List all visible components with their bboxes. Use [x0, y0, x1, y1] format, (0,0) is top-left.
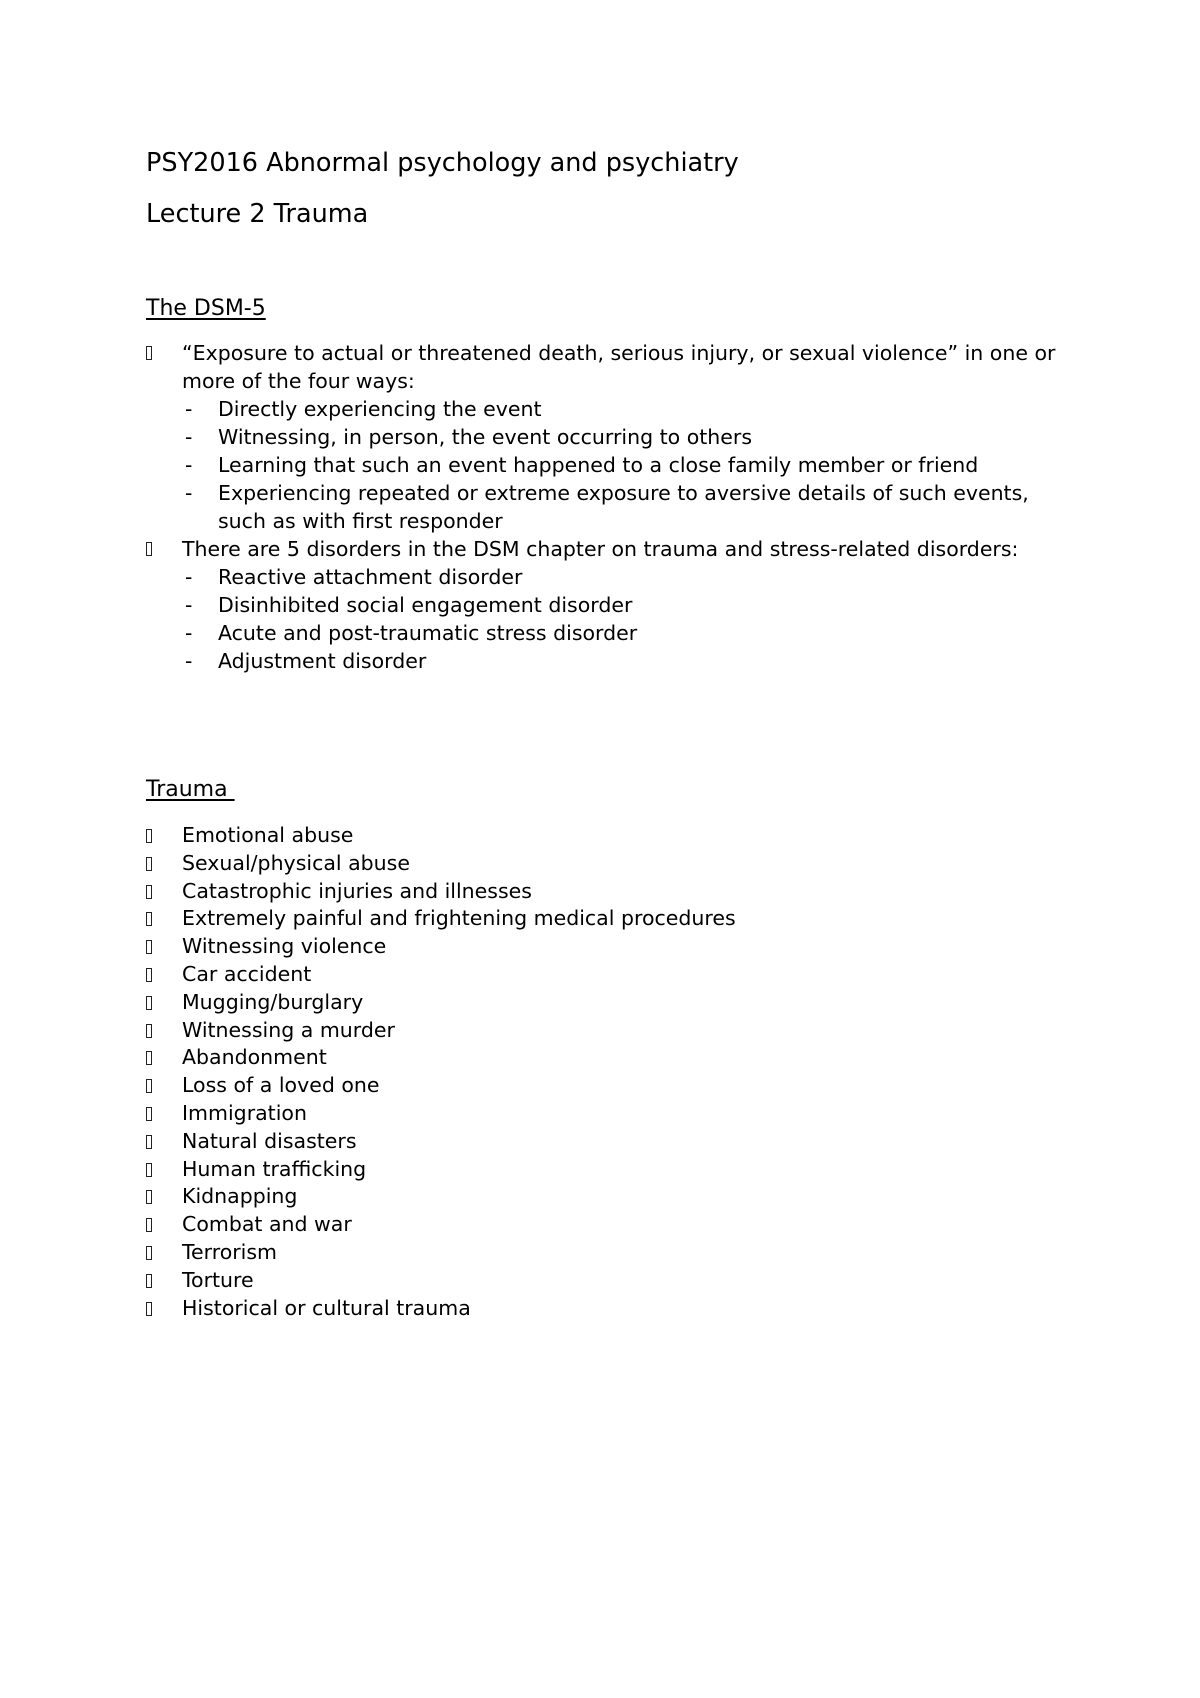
list-item: [146, 1128, 1076, 1156]
bullet-icon: [146, 1024, 152, 1038]
list-item-text: Torture: [182, 1267, 254, 1292]
document-subtitle: Lecture 2 Trauma: [146, 199, 369, 229]
list-item-text: Kidnapping: [182, 1184, 298, 1209]
dash-marker: -: [185, 397, 193, 421]
bullet-icon: [146, 940, 152, 954]
list-item: [146, 1044, 1076, 1072]
dash-marker: -: [185, 481, 193, 505]
bullet-icon: [146, 885, 152, 899]
sublist: [182, 563, 1076, 675]
list-item-text: Mugging/burglary: [182, 989, 364, 1014]
sublist-item-text: Acute and post-traumatic stress disorder: [218, 621, 638, 645]
list-item-text: Witnessing violence: [182, 934, 387, 959]
list-item-text: Extremely painful and frightening medical procedures: [182, 906, 736, 931]
bullet-icon: [146, 857, 152, 871]
list-item: [146, 878, 1076, 906]
bullet-icon: [146, 1051, 152, 1065]
list-item-text: Sexual/physical abuse: [182, 850, 410, 875]
list-item: [146, 535, 1076, 675]
list-item: [146, 905, 1076, 933]
list-item-text: Combat and war: [182, 1212, 352, 1237]
sublist-item: [146, 647, 1076, 675]
document-title: PSY2016 Abnormal psychology and psychiatry: [146, 148, 739, 178]
bullet-icon: [146, 829, 152, 843]
sublist-item: [146, 591, 1076, 619]
bullet-icon: [146, 1135, 152, 1149]
section-heading-dsm5: The DSM-5: [146, 296, 266, 321]
list-item: [146, 1211, 1076, 1239]
bullet-icon: [146, 542, 152, 556]
list-item: [146, 961, 1076, 989]
bullet-icon: [146, 1079, 152, 1093]
dash-marker: -: [185, 649, 193, 673]
list-item: [146, 1017, 1076, 1045]
bullet-icon: [146, 1274, 152, 1288]
list-item: [146, 1072, 1076, 1100]
list-item-text: Car accident: [182, 961, 312, 986]
list-item: [146, 339, 1076, 535]
list-item-text: Witnessing a murder: [182, 1017, 395, 1042]
bullet-icon: [146, 968, 152, 982]
list-item-text: Catastrophic injuries and illnesses: [182, 878, 532, 903]
sublist-item: [146, 423, 1076, 451]
list-item-text: Natural disasters: [182, 1128, 357, 1153]
sublist-item: [146, 479, 1076, 535]
sublist-item: [146, 395, 1076, 423]
section-heading-trauma: Trauma: [146, 777, 235, 802]
sublist-item-text: Witnessing, in person, the event occurring to others: [218, 425, 753, 449]
list-item-text: Historical or cultural trauma: [182, 1295, 471, 1320]
bullet-icon: [146, 1163, 152, 1177]
bullet-icon: [146, 912, 152, 926]
list-item: [146, 1156, 1076, 1184]
sublist-item-text: Reactive attachment disorder: [218, 565, 523, 589]
sublist-item-text: Directly experiencing the event: [218, 397, 542, 421]
bullet-icon: [146, 1218, 152, 1232]
sublist-item-text: Learning that such an event happened to a close family member or friend: [218, 453, 979, 477]
list-item: [146, 989, 1076, 1017]
list-item-text: Abandonment: [182, 1045, 327, 1070]
bullet-icon: [146, 346, 152, 360]
list-item-text: Emotional abuse: [182, 823, 354, 847]
dash-marker: -: [185, 621, 193, 645]
list-item-text: Terrorism: [182, 1239, 278, 1264]
dsm5-list: [146, 339, 1076, 675]
bullet-icon: [146, 1107, 152, 1121]
bullet-icon: [146, 1302, 152, 1316]
bullet-icon: [146, 1246, 152, 1260]
dash-marker: -: [185, 565, 193, 589]
sublist-item-text: Adjustment disorder: [218, 649, 427, 673]
list-item: [146, 933, 1076, 961]
sublist-item: [146, 563, 1076, 591]
trauma-list: [146, 822, 1076, 1322]
list-item-text: Human trafficking: [182, 1156, 367, 1181]
list-item: [146, 1267, 1076, 1295]
bullet-icon: [146, 1190, 152, 1204]
list-item-text: “Exposure to actual or threatened death, serious injury, or sexual violence” in one or more of the four ways:: [182, 341, 1056, 393]
sublist-item: [146, 619, 1076, 647]
list-item: [146, 1100, 1076, 1128]
list-item: [146, 1295, 1076, 1323]
sublist-item-text: Disinhibited social engagement disorder: [218, 593, 633, 617]
dash-marker: -: [185, 453, 193, 477]
sublist: [182, 395, 1076, 535]
list-item: [146, 822, 1076, 850]
dash-marker: -: [185, 593, 193, 617]
list-item-text: Loss of a loved one: [182, 1073, 380, 1098]
dash-marker: -: [185, 425, 193, 449]
list-item: [146, 1239, 1076, 1267]
sublist-item-text: Experiencing repeated or extreme exposure to aversive details of such events, such as with first responder: [218, 481, 1029, 533]
list-item: [146, 1183, 1076, 1211]
list-item-text: There are 5 disorders in the DSM chapter on trauma and stress-related disorders:: [182, 537, 1019, 561]
list-item: [146, 850, 1076, 878]
bullet-icon: [146, 996, 152, 1010]
list-item-text: Immigration: [182, 1100, 307, 1125]
sublist-item: [146, 451, 1076, 479]
